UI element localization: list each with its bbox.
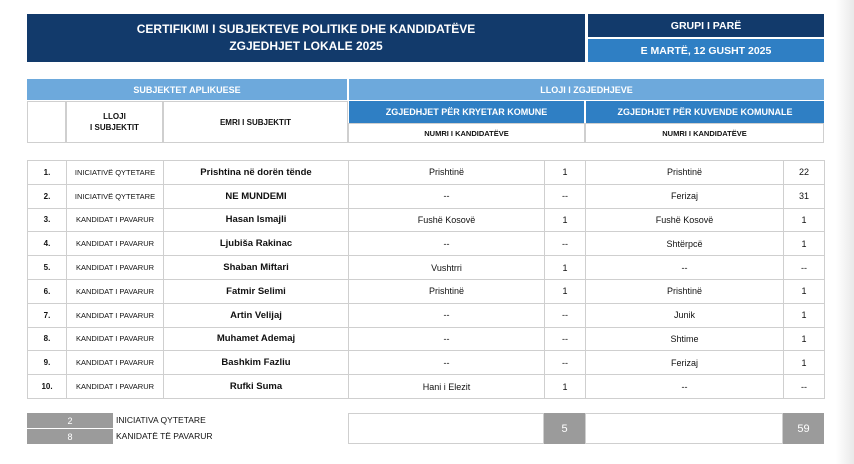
mayor-municipality: -- [349,232,545,256]
mayor-municipality: -- [349,184,545,208]
subject-name: Prishtina në dorën tënde [164,161,349,185]
title-banner [27,14,585,62]
mayor-municipality: Hani i Elezit [349,375,545,399]
table-row [28,375,825,399]
assembly-candidate-count: 1 [784,232,825,256]
mayor-municipality: -- [349,351,545,375]
row-number: 9. [28,351,67,375]
table-body [28,161,825,399]
assembly-candidate-count: 1 [784,279,825,303]
subject-type: KANDIDAT I PAVARUR [67,208,164,232]
mayor-municipality: Fushë Kosovë [349,208,545,232]
title-line-2: ZGJEDHJET LOKALE 2025 [229,39,383,53]
title-line-1: CERTIFIKIMI I SUBJEKTEVE POLITIKE DHE KANDIDATËVE [136,22,476,36]
candidates-table [27,160,825,399]
subject-type: KANDIDAT I PAVARUR [67,303,164,327]
mayor-municipality: -- [349,303,545,327]
subject-type: INICIATIVË QYTETARE [67,184,164,208]
mayor-municipality: Prishtinë [349,161,545,185]
subject-name: Hasan Ismajli [164,208,349,232]
table-row [28,161,825,185]
independents-label: KANIDATË TË PAVARUR [116,431,213,441]
table-row [28,232,825,256]
mayor-candidate-count: -- [545,303,586,327]
mayor-municipality: Vushtrri [349,256,545,280]
subject-name: Artin Velijaj [164,303,349,327]
subject-name: Shaban Miftari [164,256,349,280]
subject-name: NE MUNDEMI [164,184,349,208]
table-row [28,327,825,351]
subject-name: Muhamet Ademaj [164,327,349,351]
subject-type: KANDIDAT I PAVARUR [67,351,164,375]
assembly-municipality: Ferizaj [586,184,784,208]
assembly-candidate-count: 22 [784,161,825,185]
row-number: 2. [28,184,67,208]
election-type-header: LLOJI I ZGJEDHJEVE [349,79,824,100]
subject-name: Rufki Suma [164,375,349,399]
subject-type-header [66,101,163,143]
table-row [28,351,825,375]
table-row [28,256,825,280]
page-edge-shadow [836,0,854,464]
assembly-candidate-count: 1 [784,351,825,375]
assembly-municipality: Junik [586,303,784,327]
mayor-candidates-header: NUMRI I KANDIDATËVE [348,123,585,143]
assembly-municipality: Shtime [586,327,784,351]
table-row [28,303,825,327]
subject-name-header: EMRI I SUBJEKTIT [163,101,348,143]
assembly-municipality: -- [586,375,784,399]
subject-name: Ljubiša Rakinac [164,232,349,256]
date-label: E MARTË, 12 GUSHT 2025 [588,39,824,62]
subject-name: Fatmir Selimi [164,279,349,303]
table-row [28,279,825,303]
assembly-candidate-count: 1 [784,327,825,351]
mayor-candidate-count: -- [545,351,586,375]
mayor-municipality: Prishtinë [349,279,545,303]
summary-box-mayor [348,413,544,444]
assembly-candidate-count: 31 [784,184,825,208]
mayor-candidate-count: -- [545,184,586,208]
table-row [28,184,825,208]
assembly-municipality: Fushë Kosovë [586,208,784,232]
row-number: 10. [28,375,67,399]
assembly-candidate-count: -- [784,256,825,280]
assembly-candidate-count: 1 [784,303,825,327]
applicants-header: SUBJEKTET APLIKUESE [27,79,347,100]
row-number: 4. [28,232,67,256]
subject-type: KANDIDAT I PAVARUR [67,256,164,280]
mayor-total: 5 [544,413,585,444]
subject-type: KANDIDAT I PAVARUR [67,327,164,351]
assembly-municipality: Prishtinë [586,161,784,185]
mayor-candidate-count: 1 [545,256,586,280]
group-label: GRUPI I PARË [588,14,824,37]
table-row [28,208,825,232]
assembly-municipality: Prishtinë [586,279,784,303]
mayor-candidate-count: 1 [545,375,586,399]
mayor-municipality: -- [349,327,545,351]
row-number: 5. [28,256,67,280]
mayor-candidate-count: 1 [545,208,586,232]
assembly-candidates-header: NUMRI I KANDIDATËVE [585,123,824,143]
independents-count: 8 [27,429,113,444]
assembly-municipality: Ferizaj [586,351,784,375]
row-number: 8. [28,327,67,351]
row-number: 6. [28,279,67,303]
subject-type: KANDIDAT I PAVARUR [67,375,164,399]
row-number: 7. [28,303,67,327]
header-empty-cell [27,101,66,143]
assembly-municipality: Shtërpcë [586,232,784,256]
subject-type: INICIATIVË QYTETARE [67,161,164,185]
subject-type: KANDIDAT I PAVARUR [67,279,164,303]
assembly-total: 59 [783,413,824,444]
mayor-candidate-count: -- [545,327,586,351]
mayor-candidate-count: -- [545,232,586,256]
row-number: 1. [28,161,67,185]
initiatives-count: 2 [27,413,113,428]
mayor-header: ZGJEDHJET PËR KRYETAR KOMUNE [349,101,584,123]
assembly-candidate-count: 1 [784,208,825,232]
mayor-candidate-count: 1 [545,279,586,303]
row-number: 3. [28,208,67,232]
initiatives-label: INICIATIVA QYTETARE [116,415,206,425]
assembly-header: ZGJEDHJET PËR KUVENDE KOMUNALE [586,101,824,123]
mayor-candidate-count: 1 [545,161,586,185]
assembly-candidate-count: -- [784,375,825,399]
subject-type-header-line-2: I SUBJEKTIT [90,123,139,132]
summary-box-assembly [585,413,783,444]
assembly-municipality: -- [586,256,784,280]
subject-name: Bashkim Fazliu [164,351,349,375]
subject-type-header-line-1: LLOJI [103,112,126,121]
subject-type: KANDIDAT I PAVARUR [67,232,164,256]
